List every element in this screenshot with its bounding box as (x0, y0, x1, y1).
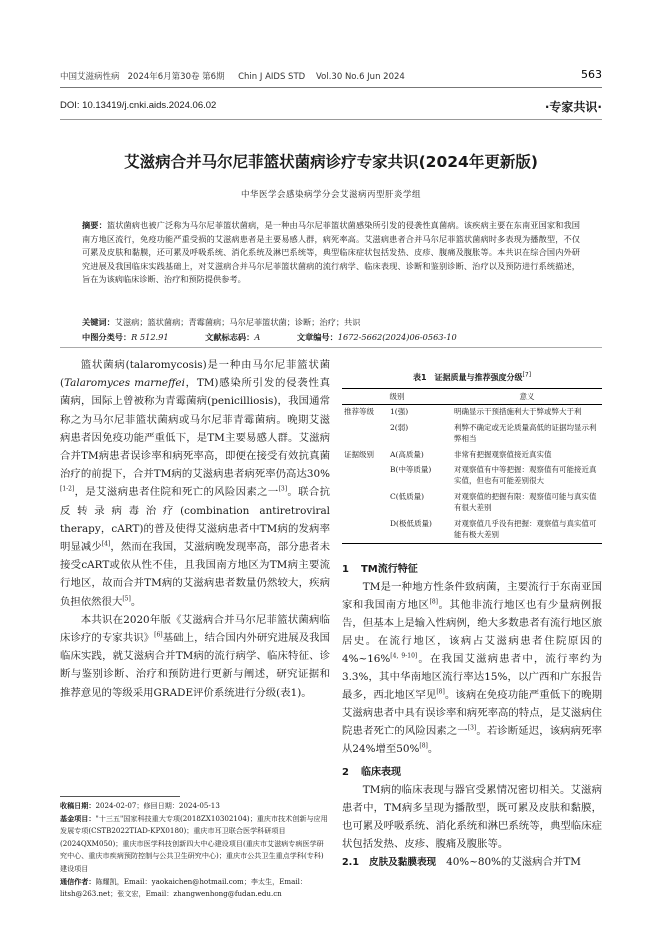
table-header-level: 级别 (342, 389, 452, 405)
running-header (60, 70, 602, 86)
citation[interactable]: [3] (278, 485, 288, 493)
clc-value: R 512.91 (131, 332, 169, 342)
journal-english: Chin J AIDS STD (238, 72, 306, 82)
clc-label: 中图分类号： (82, 332, 132, 342)
abstract-text: 篮状菌病也被广泛称为马尔尼菲篮状菌病，是一种由马尔尼菲篮状菌感染所引发的侵袭性真菌病。该疾病主要在东南亚国家和我国南方地区流行，免疫功能严重受损的艾滋病患者是主要易感人群，病死率高。艾滋病患者合并马尔尼菲篮状菌病时多表现为播散型，不仅可累及皮肤和黏膜，还可累及呼吸系统、消化系统及淋巴系统等，典型临床症状包括发热、皮疹、腹痛及腹胀等。本共识在综合国内外研究进展及我国临床实践基础上，对艾滋病合并马尔尼菲篮状菌病的流行病学、临床表现、诊断和鉴别诊断、治疗以及预防进行系统描述，旨在为该病临床诊断、治疗和预防提供参考。 (82, 220, 580, 284)
column-tag: ·专家共识· (544, 100, 602, 114)
table-row: 推荐等级 1(强) 明确显示干预措施利大于弊或弊大于利 (344, 407, 582, 417)
table-row: 2(弱) 利弊不确定或无论质量高低的证据均显示利弊相当 (390, 422, 597, 444)
citation[interactable]: [8] (436, 688, 445, 696)
left-column (60, 356, 330, 702)
footnote-fund: 基金项目："十三五"国家科技重大专项(2018ZX10302104)；重庆市技术创新与应用发展专项(CSTB2022TIAD-KPX0180)；重庆市耳卫联合医学科研项目(2024QXM050)；重庆市医学科技创新四大中心建设项目(重庆市艾滋病专病医学研究中心、重庆市疾病预防控制与公共卫生研究中心)；重庆市公共卫生重点学科(专科)建设项目 (60, 813, 328, 873)
citation[interactable]: [4, 9-10] (390, 652, 418, 660)
journal-name: 中国艾滋病性病 (60, 72, 120, 82)
doc-code-value: A (254, 332, 261, 342)
doc-code-label: 文献标志码： (205, 332, 255, 342)
footnote-received: 收稿日期：2024-02-07；修回日期：2024-05-13 (60, 801, 220, 810)
table-row: 证据级别 A(高质量) 非常有把握观察值接近真实值 (344, 449, 552, 459)
citation[interactable]: [3] (467, 724, 477, 732)
issue-info: 2024年6月第30卷 第6期 (127, 72, 225, 82)
intro-paragraph-1: 篮状菌病(talaromycosis)是一种由马尔尼菲篮状菌(Talaromyces marneffei，TM)感染所引发的侵袭性真菌病，国际上曾被称为青霉菌病(penicilliosis)，我国通常称之为马尔尼菲篮状菌病或马尔尼菲青霉菌病。晚期艾滋病患者因免疫功能严重低下，是TM主要易感人群。艾滋病合并TM病患者误诊率和病死率高，即便在接受有效抗真菌治疗的前提下，合并TM病的艾滋病患者病死率仍高达30%[1-2]，是艾滋病患者住院和死亡的风险因素之一[3]。联合抗反转录病毒治疗(combination antiretroviral therapy，cART)的普及使得艾滋病患者中TM病的发病率明显减少[4]，然而在我国，艾滋病晚发现率高，部分患者未接受cART或依从性不佳，且我国南方地区为TM病主要流行地区，故而合并TM病的艾滋病患者数量仍然较大，疾病负担依然很大[5]。 (60, 359, 331, 608)
abstract-label: 摘要： (82, 220, 107, 230)
footnotes (60, 800, 330, 901)
table-header-meaning: 意义 (452, 389, 602, 405)
article-no-label: 文章编号： (296, 332, 338, 342)
doi: DOI: 10.13419/j.cnki.aids.2024.06.02 (60, 100, 217, 111)
citation[interactable]: [8] (419, 742, 428, 750)
keywords-label: 关键词： (82, 317, 115, 327)
evidence-grade-table (342, 388, 602, 544)
citation[interactable]: [8] (429, 598, 438, 606)
keywords-text: 艾滋病；篮状菌病；青霉菌病；马尔尼菲篮状菌；诊断；治疗；共识 (114, 317, 361, 327)
table-caption: 表1 证据质量与推荐强度分级[7] (412, 371, 532, 382)
section-heading-1: 1 TM流行特征 (342, 564, 418, 575)
article-meta (82, 331, 580, 344)
table-row: B(中等质量) 对观察值有中等把握：观察值有可能接近真实值，但也有可能差别很大 (390, 465, 597, 486)
right-column (342, 560, 602, 872)
section-heading-2: 2 临床表现 (342, 767, 401, 778)
keywords (82, 316, 580, 329)
citation[interactable]: [4] (101, 540, 111, 548)
citation[interactable]: [1-2] (60, 485, 75, 493)
citation[interactable]: [7] (522, 371, 532, 379)
doi-rule (60, 119, 602, 120)
volume-info: Vol.30 No.6 Jun 2024 (316, 72, 405, 82)
footnote-rule (60, 796, 180, 797)
intro-paragraph-2: 本共识在2020年版《艾滋病合并马尔尼菲篮状菌病临床诊疗的专家共识》[6]基础上，结合国内外研究进展及我国临床实践，就艾滋病合并TM病的流行病学、临床特征、诊断与鉴别诊断、治疗和预防进行更新与阐述，研究证据和推荐意见的等级采用GRADE评价系统进行分级(表1)。 (60, 613, 330, 699)
citation[interactable]: [5] (122, 595, 131, 603)
table-row: D(极低质量) 对观察值几乎没有把握：观察值与真实值可能有极大差别 (342, 517, 602, 544)
abstract (82, 219, 580, 287)
meta-rule (60, 347, 602, 348)
header-rule (60, 87, 602, 88)
page-number: 563 (581, 68, 602, 81)
subsection-2-1: 2.1 皮肤及黏膜表现 40%~80%的艾滋病合并TM (342, 856, 581, 868)
table-row: C(低质量) 对观察值的把握有限：观察值可能与真实值有很大差别 (390, 491, 597, 513)
author-group: 中华医学会感染病学分会艾滋病丙型肝炎学组 (240, 190, 421, 200)
footnote-correspondence: 通信作者：陈耀凯，Email：yaokaichen@hotmail.com；李太生，Email：litsh@263.net；张文宏，Email：zhangwenhong@fudan.edu.cn (60, 876, 307, 899)
section-2-paragraph: TM病的临床表现与器官受累情况密切相关。艾滋病患者中，TM病多呈现为播散型，既可累及皮肤和黏膜，也可累及呼吸系统、消化系统和淋巴系统等，典型临床症状包括发热、皮疹、腹痛及腹胀等。 (342, 784, 602, 850)
article-title: 艾滋病合并马尔尼菲篮状菌病诊疗专家共识(2024年更新版) (124, 153, 538, 171)
article-no-value: 1672-5662(2024)06-0563-10 (337, 332, 457, 342)
species-name: Talaromyces marneffei (64, 377, 185, 390)
section-1-paragraph: TM是一种地方性条件致病菌，主要流行于东南亚国家和我国南方地区[8]。其他非流行地区也有少量病例报告，但基本上是输入性病例，绝大多数患者有流行地区旅居史。在流行地区，该病占艾滋病患者住院原因的4%~16%[4, 9-10]。在我国艾滋病患者中，流行率约为3.3%，其中华南地区流行率达15%，以广西和广东报告最多，西北地区罕见[8]。该病在免疫功能严重低下的晚期艾滋病患者中具有误诊率和病死率高的特点，是艾滋病住院患者死亡的风险因素之一[3]。若诊断延迟，该病病死率从24%增至50%[8]。 (342, 581, 603, 755)
citation[interactable]: [6] (154, 631, 163, 639)
